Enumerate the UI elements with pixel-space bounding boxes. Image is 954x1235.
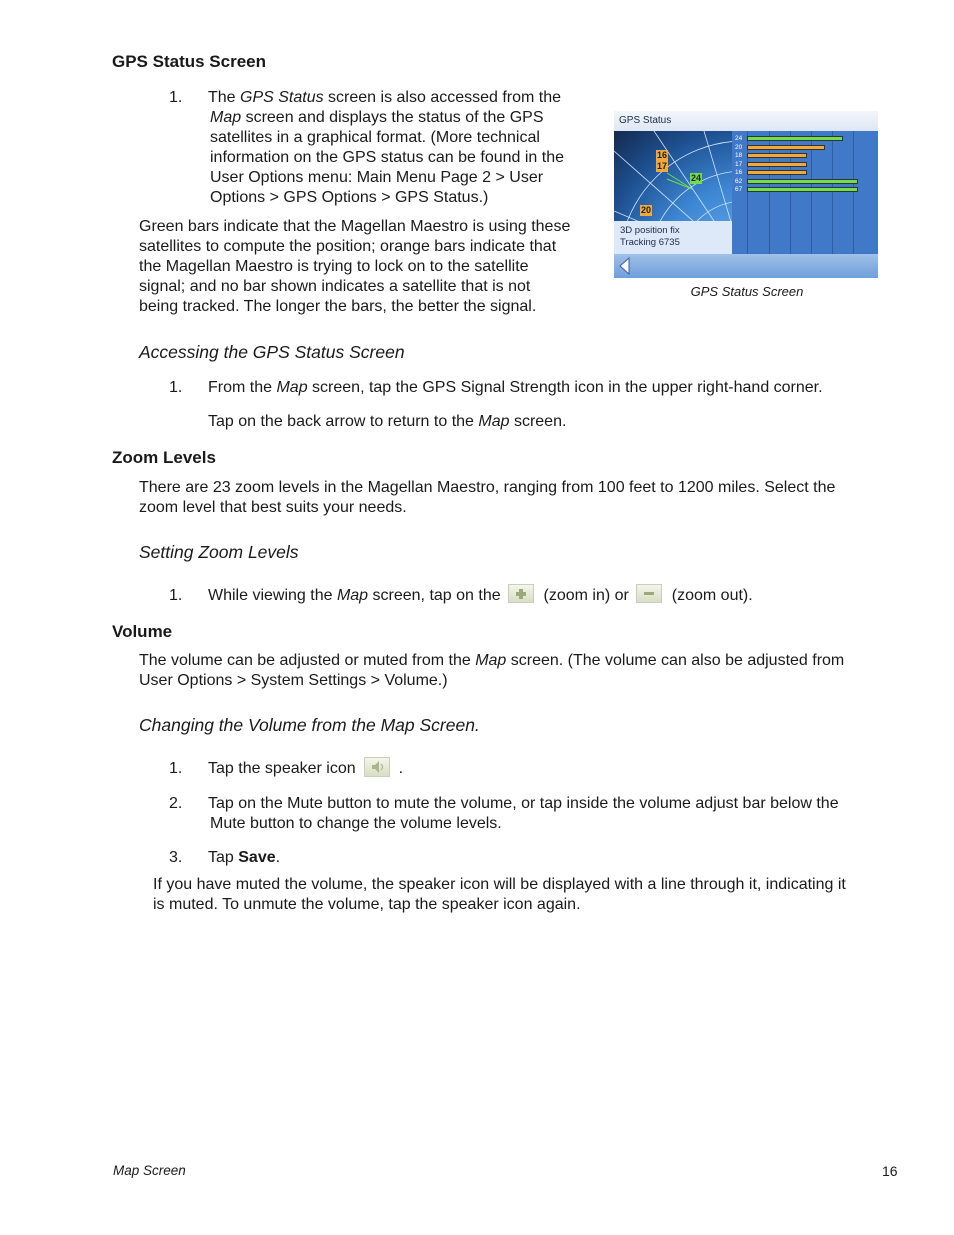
volume-step1: Tap the speaker icon . xyxy=(208,759,403,779)
accessing-step1: From the Map screen, tap the GPS Signal Strength icon in the upper right-hand corner. xyxy=(208,379,823,396)
signal-strength-bar xyxy=(747,179,858,184)
satellite-id-label: 20 xyxy=(735,143,743,151)
list-number: 1. xyxy=(169,379,183,396)
volume-paragraph: The volume can be adjusted or muted from the Map screen. (The volume can also be adjusted from User Options > System Settings > Volume.) xyxy=(139,652,845,689)
section-heading-zoom: Zoom Levels xyxy=(112,448,216,467)
satellite-marker: 24 xyxy=(691,173,702,183)
list-number: 1. xyxy=(169,760,183,777)
volume-note: If you have muted the volume, the speaker icon will be displayed with a line through it, indicating it is muted. To unmute the volume, tap the speaker icon again. xyxy=(153,876,846,913)
accessing-note: Tap on the back arrow to return to the Map screen. xyxy=(208,413,567,430)
signal-strength-bar xyxy=(747,153,807,158)
gps-screen-title: GPS Status xyxy=(614,111,878,131)
gps-fix-info: 3D position fix Tracking 6735 xyxy=(614,221,732,254)
gps-status-screenshot xyxy=(614,111,878,278)
signal-strength-bar xyxy=(747,145,825,150)
satellite-marker: 16 xyxy=(657,150,668,160)
back-arrow-icon[interactable] xyxy=(618,257,632,275)
zoom-step1: While viewing the Map screen, tap on the (zoom in) or (zoom out). xyxy=(208,586,753,606)
satellite-id-label: 24 xyxy=(735,135,743,142)
list-number: 2. xyxy=(169,795,183,812)
page-number: 16 xyxy=(882,1163,898,1179)
section-heading-gps-status: GPS Status Screen xyxy=(112,52,267,71)
satellite-marker: 17 xyxy=(657,161,668,171)
zoom-out-icon xyxy=(636,584,662,603)
signal-strength-bar xyxy=(747,136,843,141)
volume-step3: Tap Save. xyxy=(208,849,281,866)
satellite-id-label: 17 xyxy=(735,160,743,168)
signal-strength-bar xyxy=(747,187,858,192)
speaker-icon xyxy=(364,757,390,777)
gps-step1-text: The GPS Status screen is also accessed from the Map screen and displays the status of the GPS satellites in a graphical format. (More technical information on the GPS status can be found in the User Options menu: Main Menu Page 2 > User Options > GPS Options > GPS Status.) xyxy=(208,89,564,206)
satellite-id-label: 67 xyxy=(735,186,743,193)
signal-strength-bar xyxy=(747,170,807,175)
gps-bottom-bar xyxy=(614,254,878,278)
subheading-changing-volume: Changing the Volume from the Map Screen. xyxy=(139,715,480,735)
section-heading-volume: Volume xyxy=(112,622,173,641)
list-number: 1. xyxy=(169,587,183,604)
zoom-in-icon xyxy=(508,584,534,603)
figure-caption: GPS Status Screen xyxy=(690,284,804,299)
satellite-id-label: 18 xyxy=(735,152,743,159)
subheading-setting-zoom: Setting Zoom Levels xyxy=(139,542,299,562)
volume-step2: Tap on the Mute button to mute the volume, or tap inside the volume adjust bar below the Mute button to change the volume levels. xyxy=(208,795,839,832)
signal-strength-bar xyxy=(747,162,807,167)
satellite-id-label: 16 xyxy=(735,169,743,176)
zoom-paragraph: There are 23 zoom levels in the Magellan Maestro, ranging from 100 feet to 1200 miles. Select the zoom level that best suits your needs. xyxy=(139,479,836,516)
satellite-id-label: 62 xyxy=(735,177,743,185)
satellite-marker: 20 xyxy=(641,205,652,215)
footer-chapter: Map Screen xyxy=(113,1163,186,1178)
list-number: 3. xyxy=(169,849,183,866)
signal-bars-panel xyxy=(732,131,878,254)
subheading-accessing: Accessing the GPS Status Screen xyxy=(139,342,405,362)
gps-paragraph: Green bars indicate that the Magellan Maestro is using these satellites to compute the position; orange bars indicate that the Magellan Maestro is trying to lock on to the satellite signal; and no bar shown indicates a satellite that is not being tracked. The longer the bars, the better the signal. xyxy=(139,218,571,315)
list-number: 1. xyxy=(169,89,183,106)
